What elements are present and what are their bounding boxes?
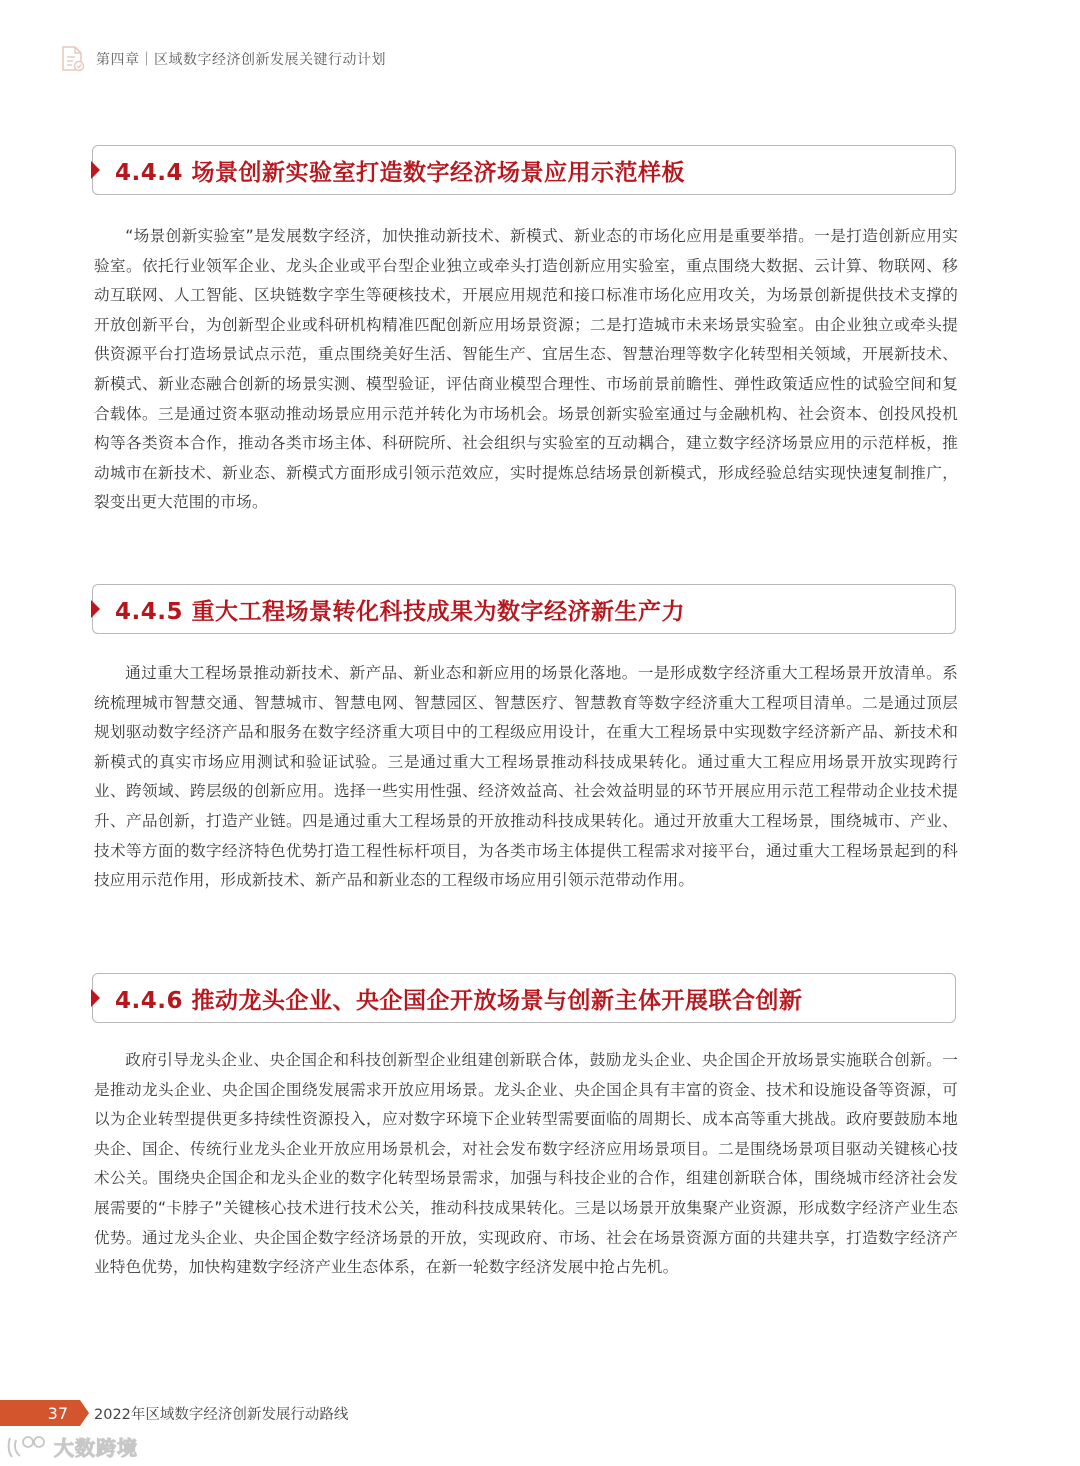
- section-heading-4-4-4: [92, 145, 956, 195]
- watermark-text: 大数跨境: [54, 1436, 138, 1460]
- page-footer: [0, 1400, 348, 1426]
- section-title: 4.4.5 重大工程场景转化科技成果为数字经济新生产力: [115, 598, 685, 625]
- section-body-4-4-5: 通过重大工程场景推动新技术、新产品、新业态和新应用的场景化落地。一是形成数字经济重大工程场景开放清单。系统梳理城市智慧交通、智慧城市、智慧电网、智慧园区、智慧医疗、智慧教育等数字经济重大工程项目清单。二是通过顶层规划驱动数字经济产品和服务在数字经济重大项目中的工程级应用设计，在重大工程场景中实现数字经济新产品、新技术和新模式的真实市场应用测试和验证试验。三是通过重大工程场景推动科技成果转化。通过重大工程应用场景开放实现跨行业、跨领域、跨层级的创新应用。选择一些实用性强、经济效益高、社会效益明显的环节开展应用示范工程带动企业技术提升、产品创新，打造产业链。四是通过重大工程场景的开放推动科技成果转化。通过开放重大工程场景，围绕城市、产业、技术等方面的数字经济特色优势打造工程性标杆项目，为各类市场主体提供工程需求对接平台，通过重大工程场景起到的科技应用示范作用，形成新技术、新产品和新业态的工程级市场应用引领示范带动作用。: [94, 664, 958, 890]
- running-header: [60, 44, 386, 74]
- triangle-marker-icon: [91, 600, 100, 618]
- section-title: 4.4.4 场景创新实验室打造数字经济场景应用示范样板: [115, 159, 685, 186]
- chapter-title: 第四章｜区域数字经济创新发展关键行动计划: [96, 52, 386, 68]
- watermark: [6, 1432, 138, 1461]
- document-icon: [60, 45, 86, 73]
- section-title: 4.4.6 推动龙头企业、央企国企开放场景与创新主体开展联合创新: [115, 987, 803, 1014]
- report-title: 2022年区域数字经济创新发展行动路线: [94, 1406, 349, 1423]
- page-number-tab: [0, 1400, 80, 1426]
- section-heading-4-4-5: [92, 584, 956, 634]
- section-heading-4-4-6: [92, 973, 956, 1023]
- section-body-4-4-4: “场景创新实验室”是发展数字经济，加快推动新技术、新模式、新业态的市场化应用是重要举措。一是打造创新应用实验室。依托行业领军企业、龙头企业或平台型企业独立或牵头打造创新应用实验室，重点围绕大数据、云计算、物联网、移动互联网、人工智能、区块链数字孪生等硬核技术，开展应用规范和接口标准市场化应用攻关，为场景创新提供技术支撑的开放创新平台，为创新型企业或科研机构精准匹配创新应用场景资源；二是打造城市未来场景实验室。由企业独立或牵头提供资源平台打造场景试点示范，重点围绕美好生活、智能生产、宜居生态、智慧治理等数字化转型相关领域，开展新技术、新模式、新业态融合创新的场景实测、模型验证，评估商业模型合理性、市场前景前瞻性、弹性政策适应性的试验空间和复合载体。三是通过资本驱动推动场景应用示范并转化为市场机会。场景创新实验室通过与金融机构、社会资本、创投风投机构等各类资本合作，推动各类市场主体、科研院所、社会组织与实验室的互动耦合，建立数字经济场景应用的示范样板，推动城市在新技术、新业态、新模式方面形成引领示范效应，实时提炼总结场景创新模式，形成经验总结实现快速复制推广，裂变出更大范围的市场。: [94, 227, 958, 512]
- triangle-marker-icon: [91, 161, 100, 179]
- page-number: 37: [47, 1403, 68, 1423]
- section-body-4-4-6: 政府引导龙头企业、央企国企和科技创新型企业组建创新联合体，鼓励龙头企业、央企国企开放场景实施联合创新。一是推动龙头企业、央企国企围绕发展需求开放应用场景。龙头企业、央企国企具有丰富的资金、技术和设施设备等资源，可以为企业转型提供更多持续性资源投入，应对数字环境下企业转型需要面临的周期长、成本高等重大挑战。政府要鼓励本地央企、国企、传统行业龙头企业开放应用场景机会，对社会发布数字经济应用场景项目。二是围绕场景项目驱动关键核心技术公关。围绕央企国企和龙头企业的数字化转型场景需求，加强与科技企业的合作，组建创新联合体，围绕城市经济社会发展需要的“卡脖子”关键核心技术进行技术公关，推动科技成果转化。三是以场景开放集聚产业资源，形成数字经济产业生态优势。通过龙头企业、央企国企数字经济场景的开放，实现政府、市场、社会在场景资源方面的共建共享，打造数字经济产业特色优势，加快构建数字经济产业生态体系，在新一轮数字经济发展中抢占先机。: [94, 1051, 958, 1277]
- triangle-marker-icon: [91, 989, 100, 1007]
- watermark-logo-icon: [6, 1434, 50, 1460]
